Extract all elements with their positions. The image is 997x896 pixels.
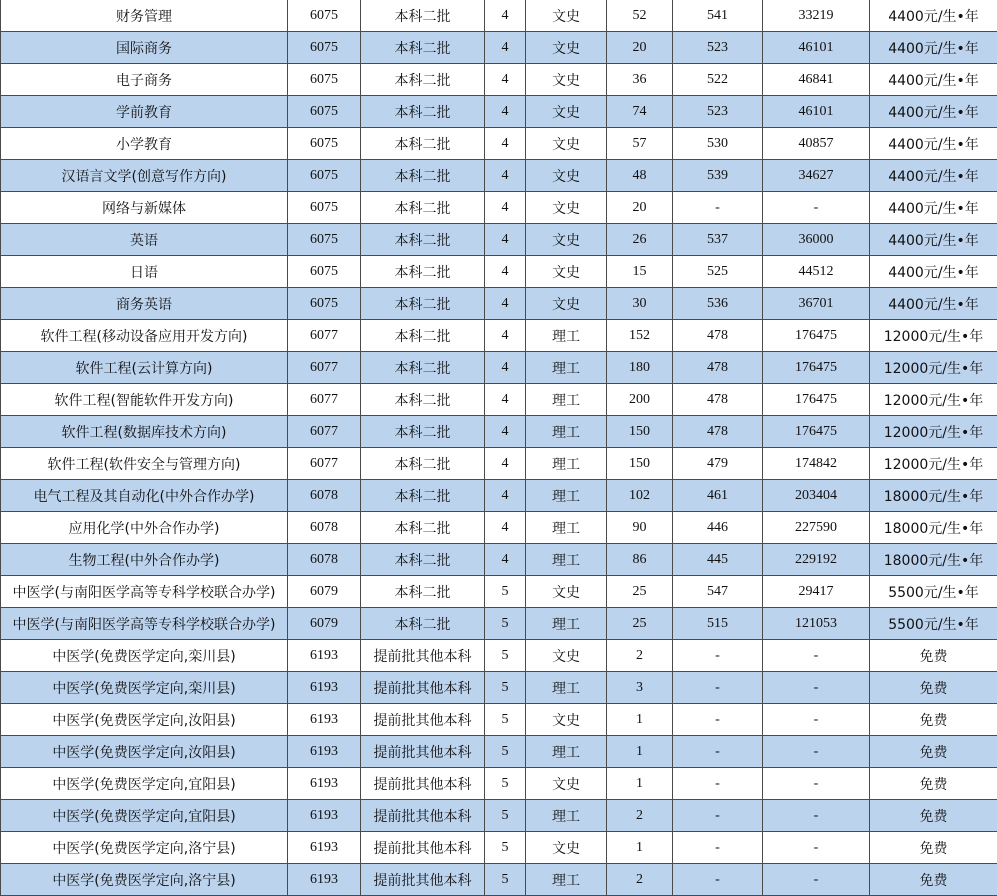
fee-cell: 免费 <box>870 864 997 896</box>
table-row <box>1 128 997 160</box>
table-row <box>1 768 997 800</box>
plan-cell: 15 <box>607 256 673 288</box>
years-cell: 4 <box>485 32 526 64</box>
batch-cell: 本科二批 <box>361 192 485 224</box>
plan-cell: 25 <box>607 608 673 640</box>
batch-cell: 本科二批 <box>361 320 485 352</box>
table-row <box>1 0 997 32</box>
score-cell: 515 <box>673 608 763 640</box>
code-cell: 6193 <box>288 864 361 896</box>
batch-cell: 提前批其他本科 <box>361 704 485 736</box>
score-cell: 445 <box>673 544 763 576</box>
code-cell: 6077 <box>288 352 361 384</box>
rank-cell: 46101 <box>763 32 870 64</box>
code-cell: 6075 <box>288 0 361 32</box>
batch-cell: 本科二批 <box>361 128 485 160</box>
rank-cell: 227590 <box>763 512 870 544</box>
rank-cell: 40857 <box>763 128 870 160</box>
plan-cell: 20 <box>607 192 673 224</box>
score-cell: 537 <box>673 224 763 256</box>
table-row <box>1 32 997 64</box>
years-cell: 4 <box>485 448 526 480</box>
score-cell: - <box>673 640 763 672</box>
major-cell: 汉语言文学(创意写作方向) <box>1 160 288 192</box>
table-row <box>1 192 997 224</box>
major-cell: 中医学(免费医学定向,栾川县) <box>1 640 288 672</box>
fee-cell: 4400元/生•年 <box>870 0 997 32</box>
plan-cell: 2 <box>607 640 673 672</box>
rank-cell: - <box>763 768 870 800</box>
fee-cell: 12000元/生•年 <box>870 416 997 448</box>
score-cell: 479 <box>673 448 763 480</box>
subject-cell: 理工 <box>526 416 607 448</box>
fee-cell: 4400元/生•年 <box>870 32 997 64</box>
code-cell: 6077 <box>288 320 361 352</box>
batch-cell: 提前批其他本科 <box>361 864 485 896</box>
rank-cell: 176475 <box>763 384 870 416</box>
years-cell: 5 <box>485 640 526 672</box>
rank-cell: 176475 <box>763 416 870 448</box>
subject-cell: 文史 <box>526 192 607 224</box>
plan-cell: 152 <box>607 320 673 352</box>
subject-cell: 文史 <box>526 32 607 64</box>
plan-cell: 2 <box>607 864 673 896</box>
score-cell: - <box>673 192 763 224</box>
fee-cell: 免费 <box>870 800 997 832</box>
subject-cell: 文史 <box>526 64 607 96</box>
rank-cell: 36000 <box>763 224 870 256</box>
major-cell: 中医学(免费医学定向,宜阳县) <box>1 768 288 800</box>
major-cell: 小学教育 <box>1 128 288 160</box>
subject-cell: 理工 <box>526 480 607 512</box>
subject-cell: 文史 <box>526 768 607 800</box>
rank-cell: 46841 <box>763 64 870 96</box>
subject-cell: 理工 <box>526 800 607 832</box>
plan-cell: 150 <box>607 416 673 448</box>
table-row <box>1 448 997 480</box>
code-cell: 6075 <box>288 96 361 128</box>
code-cell: 6075 <box>288 288 361 320</box>
years-cell: 4 <box>485 384 526 416</box>
rank-cell: 229192 <box>763 544 870 576</box>
fee-cell: 18000元/生•年 <box>870 512 997 544</box>
years-cell: 5 <box>485 736 526 768</box>
fee-cell: 4400元/生•年 <box>870 256 997 288</box>
rank-cell: 29417 <box>763 576 870 608</box>
major-cell: 软件工程(智能软件开发方向) <box>1 384 288 416</box>
batch-cell: 本科二批 <box>361 352 485 384</box>
batch-cell: 本科二批 <box>361 256 485 288</box>
code-cell: 6193 <box>288 768 361 800</box>
table-row <box>1 352 997 384</box>
years-cell: 5 <box>485 768 526 800</box>
rank-cell: - <box>763 800 870 832</box>
score-cell: 523 <box>673 32 763 64</box>
score-cell: - <box>673 704 763 736</box>
code-cell: 6077 <box>288 416 361 448</box>
subject-cell: 文史 <box>526 96 607 128</box>
subject-cell: 文史 <box>526 640 607 672</box>
subject-cell: 文史 <box>526 832 607 864</box>
fee-cell: 18000元/生•年 <box>870 544 997 576</box>
batch-cell: 本科二批 <box>361 416 485 448</box>
plan-cell: 2 <box>607 800 673 832</box>
code-cell: 6075 <box>288 64 361 96</box>
rank-cell: 203404 <box>763 480 870 512</box>
fee-cell: 4400元/生•年 <box>870 96 997 128</box>
major-cell: 中医学(免费医学定向,栾川县) <box>1 672 288 704</box>
fee-cell: 免费 <box>870 640 997 672</box>
fee-cell: 18000元/生•年 <box>870 480 997 512</box>
score-cell: - <box>673 768 763 800</box>
fee-cell: 免费 <box>870 736 997 768</box>
table-row <box>1 288 997 320</box>
rank-cell: 176475 <box>763 320 870 352</box>
major-cell: 日语 <box>1 256 288 288</box>
plan-cell: 36 <box>607 64 673 96</box>
batch-cell: 本科二批 <box>361 64 485 96</box>
rank-cell: 36701 <box>763 288 870 320</box>
score-cell: - <box>673 864 763 896</box>
major-cell: 中医学(免费医学定向,洛宁县) <box>1 832 288 864</box>
batch-cell: 本科二批 <box>361 384 485 416</box>
score-cell: 478 <box>673 384 763 416</box>
code-cell: 6078 <box>288 480 361 512</box>
subject-cell: 理工 <box>526 608 607 640</box>
code-cell: 6193 <box>288 672 361 704</box>
batch-cell: 本科二批 <box>361 160 485 192</box>
years-cell: 4 <box>485 256 526 288</box>
plan-cell: 74 <box>607 96 673 128</box>
fee-cell: 12000元/生•年 <box>870 320 997 352</box>
years-cell: 4 <box>485 224 526 256</box>
fee-cell: 5500元/生•年 <box>870 576 997 608</box>
fee-cell: 12000元/生•年 <box>870 448 997 480</box>
score-cell: 478 <box>673 352 763 384</box>
years-cell: 4 <box>485 0 526 32</box>
plan-cell: 52 <box>607 0 673 32</box>
subject-cell: 理工 <box>526 352 607 384</box>
fee-cell: 免费 <box>870 768 997 800</box>
plan-cell: 1 <box>607 832 673 864</box>
rank-cell: - <box>763 832 870 864</box>
table-row <box>1 384 997 416</box>
years-cell: 5 <box>485 800 526 832</box>
major-cell: 国际商务 <box>1 32 288 64</box>
plan-cell: 25 <box>607 576 673 608</box>
code-cell: 6075 <box>288 224 361 256</box>
table-row <box>1 704 997 736</box>
years-cell: 4 <box>485 288 526 320</box>
fee-cell: 4400元/生•年 <box>870 64 997 96</box>
major-cell: 中医学(免费医学定向,汝阳县) <box>1 704 288 736</box>
score-cell: 478 <box>673 416 763 448</box>
code-cell: 6078 <box>288 512 361 544</box>
fee-cell: 免费 <box>870 672 997 704</box>
batch-cell: 本科二批 <box>361 96 485 128</box>
years-cell: 4 <box>485 512 526 544</box>
subject-cell: 理工 <box>526 864 607 896</box>
major-cell: 学前教育 <box>1 96 288 128</box>
table-row <box>1 832 997 864</box>
code-cell: 6193 <box>288 800 361 832</box>
score-cell: 547 <box>673 576 763 608</box>
major-cell: 软件工程(移动设备应用开发方向) <box>1 320 288 352</box>
plan-cell: 3 <box>607 672 673 704</box>
rank-cell: 121053 <box>763 608 870 640</box>
table-row <box>1 256 997 288</box>
subject-cell: 理工 <box>526 544 607 576</box>
table-row <box>1 608 997 640</box>
fee-cell: 5500元/生•年 <box>870 608 997 640</box>
batch-cell: 本科二批 <box>361 224 485 256</box>
score-cell: 461 <box>673 480 763 512</box>
fee-cell: 4400元/生•年 <box>870 224 997 256</box>
batch-cell: 提前批其他本科 <box>361 832 485 864</box>
major-cell: 中医学(免费医学定向,汝阳县) <box>1 736 288 768</box>
rank-cell: - <box>763 736 870 768</box>
plan-cell: 1 <box>607 768 673 800</box>
years-cell: 4 <box>485 96 526 128</box>
major-cell: 应用化学(中外合作办学) <box>1 512 288 544</box>
table-row <box>1 320 997 352</box>
major-cell: 软件工程(数据库技术方向) <box>1 416 288 448</box>
years-cell: 4 <box>485 192 526 224</box>
batch-cell: 本科二批 <box>361 480 485 512</box>
batch-cell: 本科二批 <box>361 576 485 608</box>
major-cell: 商务英语 <box>1 288 288 320</box>
subject-cell: 文史 <box>526 160 607 192</box>
subject-cell: 理工 <box>526 448 607 480</box>
plan-cell: 102 <box>607 480 673 512</box>
plan-cell: 86 <box>607 544 673 576</box>
subject-cell: 理工 <box>526 320 607 352</box>
fee-cell: 4400元/生•年 <box>870 288 997 320</box>
years-cell: 5 <box>485 576 526 608</box>
score-cell: 525 <box>673 256 763 288</box>
table-row <box>1 64 997 96</box>
years-cell: 5 <box>485 672 526 704</box>
subject-cell: 文史 <box>526 224 607 256</box>
subject-cell: 理工 <box>526 736 607 768</box>
batch-cell: 提前批其他本科 <box>361 736 485 768</box>
table-row <box>1 544 997 576</box>
code-cell: 6075 <box>288 192 361 224</box>
fee-cell: 4400元/生•年 <box>870 160 997 192</box>
batch-cell: 本科二批 <box>361 608 485 640</box>
major-cell: 中医学(与南阳医学高等专科学校联合办学) <box>1 608 288 640</box>
plan-cell: 1 <box>607 736 673 768</box>
major-cell: 软件工程(软件安全与管理方向) <box>1 448 288 480</box>
code-cell: 6193 <box>288 640 361 672</box>
score-cell: 541 <box>673 0 763 32</box>
rank-cell: - <box>763 640 870 672</box>
major-cell: 中医学(与南阳医学高等专科学校联合办学) <box>1 576 288 608</box>
score-cell: - <box>673 672 763 704</box>
years-cell: 4 <box>485 128 526 160</box>
fee-cell: 12000元/生•年 <box>870 352 997 384</box>
years-cell: 5 <box>485 864 526 896</box>
table-row <box>1 96 997 128</box>
major-cell: 英语 <box>1 224 288 256</box>
years-cell: 4 <box>485 320 526 352</box>
fee-cell: 4400元/生•年 <box>870 128 997 160</box>
table-row <box>1 640 997 672</box>
subject-cell: 文史 <box>526 0 607 32</box>
years-cell: 4 <box>485 64 526 96</box>
batch-cell: 本科二批 <box>361 0 485 32</box>
code-cell: 6193 <box>288 832 361 864</box>
rank-cell: 44512 <box>763 256 870 288</box>
subject-cell: 理工 <box>526 512 607 544</box>
subject-cell: 理工 <box>526 672 607 704</box>
subject-cell: 文史 <box>526 704 607 736</box>
code-cell: 6075 <box>288 256 361 288</box>
subject-cell: 文史 <box>526 256 607 288</box>
table-row <box>1 576 997 608</box>
score-cell: 478 <box>673 320 763 352</box>
score-cell: 523 <box>673 96 763 128</box>
table-row <box>1 864 997 896</box>
subject-cell: 理工 <box>526 384 607 416</box>
major-cell: 财务管理 <box>1 0 288 32</box>
score-cell: 536 <box>673 288 763 320</box>
code-cell: 6078 <box>288 544 361 576</box>
plan-cell: 30 <box>607 288 673 320</box>
major-cell: 网络与新媒体 <box>1 192 288 224</box>
major-cell: 中医学(免费医学定向,洛宁县) <box>1 864 288 896</box>
major-cell: 软件工程(云计算方向) <box>1 352 288 384</box>
code-cell: 6075 <box>288 128 361 160</box>
years-cell: 5 <box>485 704 526 736</box>
table-row <box>1 480 997 512</box>
score-cell: 522 <box>673 64 763 96</box>
batch-cell: 提前批其他本科 <box>361 800 485 832</box>
table-row <box>1 672 997 704</box>
years-cell: 4 <box>485 544 526 576</box>
plan-cell: 57 <box>607 128 673 160</box>
code-cell: 6077 <box>288 384 361 416</box>
subject-cell: 文史 <box>526 288 607 320</box>
years-cell: 5 <box>485 832 526 864</box>
batch-cell: 提前批其他本科 <box>361 672 485 704</box>
plan-cell: 26 <box>607 224 673 256</box>
rank-cell: 174842 <box>763 448 870 480</box>
rank-cell: - <box>763 864 870 896</box>
code-cell: 6077 <box>288 448 361 480</box>
rank-cell: - <box>763 704 870 736</box>
fee-cell: 免费 <box>870 704 997 736</box>
code-cell: 6193 <box>288 704 361 736</box>
major-cell: 中医学(免费医学定向,宜阳县) <box>1 800 288 832</box>
code-cell: 6079 <box>288 576 361 608</box>
code-cell: 6079 <box>288 608 361 640</box>
table-row <box>1 160 997 192</box>
major-cell: 电子商务 <box>1 64 288 96</box>
table-row <box>1 512 997 544</box>
batch-cell: 本科二批 <box>361 448 485 480</box>
years-cell: 4 <box>485 480 526 512</box>
score-cell: 539 <box>673 160 763 192</box>
batch-cell: 本科二批 <box>361 288 485 320</box>
fee-cell: 12000元/生•年 <box>870 384 997 416</box>
table-row <box>1 800 997 832</box>
fee-cell: 4400元/生•年 <box>870 192 997 224</box>
subject-cell: 文史 <box>526 576 607 608</box>
rank-cell: 46101 <box>763 96 870 128</box>
batch-cell: 提前批其他本科 <box>361 640 485 672</box>
plan-cell: 1 <box>607 704 673 736</box>
plan-cell: 200 <box>607 384 673 416</box>
rank-cell: 176475 <box>763 352 870 384</box>
table-row <box>1 736 997 768</box>
fee-cell: 免费 <box>870 832 997 864</box>
score-cell: - <box>673 832 763 864</box>
code-cell: 6075 <box>288 32 361 64</box>
years-cell: 5 <box>485 608 526 640</box>
table-row <box>1 224 997 256</box>
code-cell: 6075 <box>288 160 361 192</box>
score-cell: 446 <box>673 512 763 544</box>
years-cell: 4 <box>485 160 526 192</box>
batch-cell: 本科二批 <box>361 32 485 64</box>
plan-cell: 48 <box>607 160 673 192</box>
plan-cell: 150 <box>607 448 673 480</box>
score-cell: - <box>673 800 763 832</box>
major-cell: 生物工程(中外合作办学) <box>1 544 288 576</box>
years-cell: 4 <box>485 352 526 384</box>
rank-cell: - <box>763 192 870 224</box>
score-cell: 530 <box>673 128 763 160</box>
score-cell: - <box>673 736 763 768</box>
batch-cell: 提前批其他本科 <box>361 768 485 800</box>
batch-cell: 本科二批 <box>361 544 485 576</box>
rank-cell: - <box>763 672 870 704</box>
subject-cell: 文史 <box>526 128 607 160</box>
years-cell: 4 <box>485 416 526 448</box>
rank-cell: 34627 <box>763 160 870 192</box>
table-row <box>1 416 997 448</box>
rank-cell: 33219 <box>763 0 870 32</box>
plan-cell: 180 <box>607 352 673 384</box>
plan-cell: 20 <box>607 32 673 64</box>
plan-cell: 90 <box>607 512 673 544</box>
batch-cell: 本科二批 <box>361 512 485 544</box>
code-cell: 6193 <box>288 736 361 768</box>
major-cell: 电气工程及其自动化(中外合作办学) <box>1 480 288 512</box>
